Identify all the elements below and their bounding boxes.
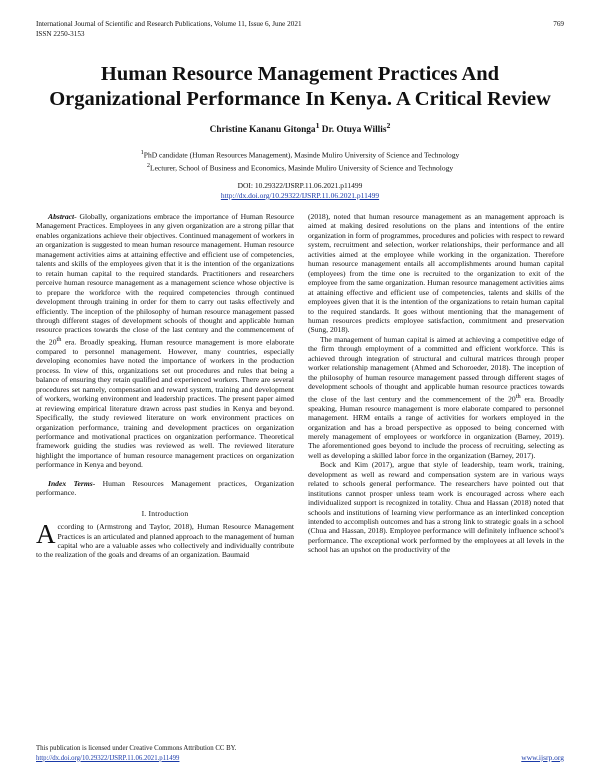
- section-heading-introduction: I. Introduction: [141, 508, 189, 518]
- abstract: Abstract- Globally, organizations embrace the importance of Human Resource Management Practices. Employees in any given organization are a strong pillar that enables organizations achieve their objectives. Continued management of workers in an organization is suggested to mean human resource management. Human resource management activities aims at attaining effective and efficient use of competencies, talents and skills of the employees given that it is the intention of the organizations to retain human capital to the required standards. Practitioners and researchers perceive human resource management as a management science whose objective is to prepare the workforce with the required competencies through continued development through training in order for them to carry out tasks effectively and efficiently. The inception of the philosophy of human resource management passed through different stages of development schools of thought and applicable human resource practices towards the close of the last century and the commencement of the 20th era. Broadly speaking, Human resource management is more elaborate compared to personnel management. However, many countries, especially developing economies have noted the importance of workers in the production process. In view of this, organizations set out procedures and rules that being a balance of ensuring they retain qualified and experienced workers. There are several procedures set namely, compensation and reward system, training and development of workers, working environment and leadership practices. The present paper aimed at reviewing empirical literature drawn across past studies in Kenya and beyond. Specifically, the study reviewed literature on work environment practices on organization performance, training and development practices on organization performance and motivational practices on organization performance. Theoretical framework guiding the studies was reviewed as well. The reviewed literature highlight the importance of human resource management practices on organization performance in Kenya and beyond.: [36, 212, 294, 470]
- authors: [0, 121, 600, 135]
- issn: ISSN 2250-3153: [36, 29, 85, 38]
- right-paragraph-1: (2018), noted that human resource management as an management approach is aimed at making desired resolutions on the plans and intentions of the entire organization in form of programmes, procedures and policies with respect to reward system, recruitment and selection, worker relationships, their performance and all activities aimed at the employee while working in the organization. Therefore human resource management entails all accomplishments around human capital (employees) from the time one is recruited to the organization to exit of the employee from the same organization. Human resource management activities aims at attaining effective and efficient use of competencies, talents and skills of the employees given that it is the intention of the organizations to retain human capital to the required standards. It goes without mentioning that the management of human resources predicts employee satisfaction, commitment and preservation (Sung, 2018).: [308, 212, 564, 335]
- journal-header: [36, 20, 302, 39]
- affiliation-2: $^2$Lecturer, School of Business and Economics, Masinde Muliro University of Science and Technology: [146, 161, 454, 172]
- doi-text: DOI: 10.29322/IJSRP.11.06.2021.p11499: [237, 181, 363, 190]
- page-number: 769: [553, 20, 564, 28]
- paper-title: [20, 62, 580, 112]
- author-2: Dr. Otuya Willis: [321, 125, 387, 136]
- author-1-sup: 1: [315, 121, 320, 130]
- abstract-label: Abstract: [48, 212, 75, 221]
- journal-line: International Journal of Scientific and Research Publications, Volume 11, Issue 6, June 2021: [36, 20, 302, 28]
- footer-doi-link[interactable]: http://dx.doi.org/10.29322/IJSRP.11.06.2021.p11499: [36, 754, 180, 762]
- introduction-paragraph: According to (Armstrong and Taylor, 2018), Human Resource Management Practices is an articulated and planned approach to the management of human capital who are a valuable asses who collectively and individually contribute to the realization of the goals and dreams of an organization. Baumaid: [36, 519, 294, 560]
- drop-cap: A: [36, 519, 56, 550]
- left-column: [36, 212, 294, 560]
- doi-block: [0, 181, 600, 201]
- right-paragraph-2: The management of human capital is aimed at achieving a competitive edge of the firm through employment of a committed and efficient workforce. This is achieved through integration of structural and cultural matrices through proper worker relationship management (Ahmed and Schoroeder, 2018). The inception of the philosophy of human resource management passed through different stages of development schools of thought and applicable human resource practices towards the close of the last century and the commencement of the 20th era. Broadly speaking, Human resource management is more elaborate compared to personnel management. HRM entails a range of activities for workers employed in the organization and has a broad perspective as opposed to being concerned with merely management of employees or workforce in organization (Barney, 2019). The aforementioned goes beyond to include the process of recruiting, selecting as well as developing a skilled labor force in the organization (Barney, 2017).: [308, 334, 564, 460]
- title-line-1: Human Resource Management Practices And: [100, 63, 500, 85]
- index-terms-label: Index Terms: [48, 478, 93, 488]
- site-link[interactable]: www.ijsrp.org: [521, 753, 564, 762]
- index-terms: Index Terms- Human Resources Management practices, Organization performance.: [36, 478, 294, 498]
- affiliations: [0, 148, 600, 173]
- footer: [36, 744, 236, 763]
- title-line-2: Organizational Performance In Kenya. A Critical Review: [49, 88, 551, 110]
- doi-link[interactable]: http://dx.doi.org/10.29322/IJSRP.11.06.2021.p11499: [220, 191, 380, 200]
- affiliation-1: $^1$PhD candidate (Human Resources Management), Masinde Muliro University of Science and Technology: [140, 149, 460, 160]
- right-column: [308, 212, 564, 555]
- license-text: This publication is licensed under Creative Commons Attribution CC BY.: [36, 745, 237, 752]
- author-2-sup: 2: [386, 121, 391, 130]
- author-1: Christine Kananu Gitonga: [209, 125, 316, 136]
- right-paragraph-3: Bock and Kim (2017), argue that style of leadership, team work, training, development as well as reward and compensation system are in various ways related to schools general performance. The researchers have pointed out that institutions cannot prosper unless team work is encouraged across where each individualized support is recognized in totality. Chua and Hassan (2018) noted that schools and institutions of learning view performance as an interlinked conception intended to accomplish outcomes and has a strong link to strategic goals in a school (Chua and Hassan, 2018). Employee performance will definitely influence school’s performance. The exceptional work performed by the employees at all levels in the school has an upshot on the productivity of the: [308, 460, 564, 555]
